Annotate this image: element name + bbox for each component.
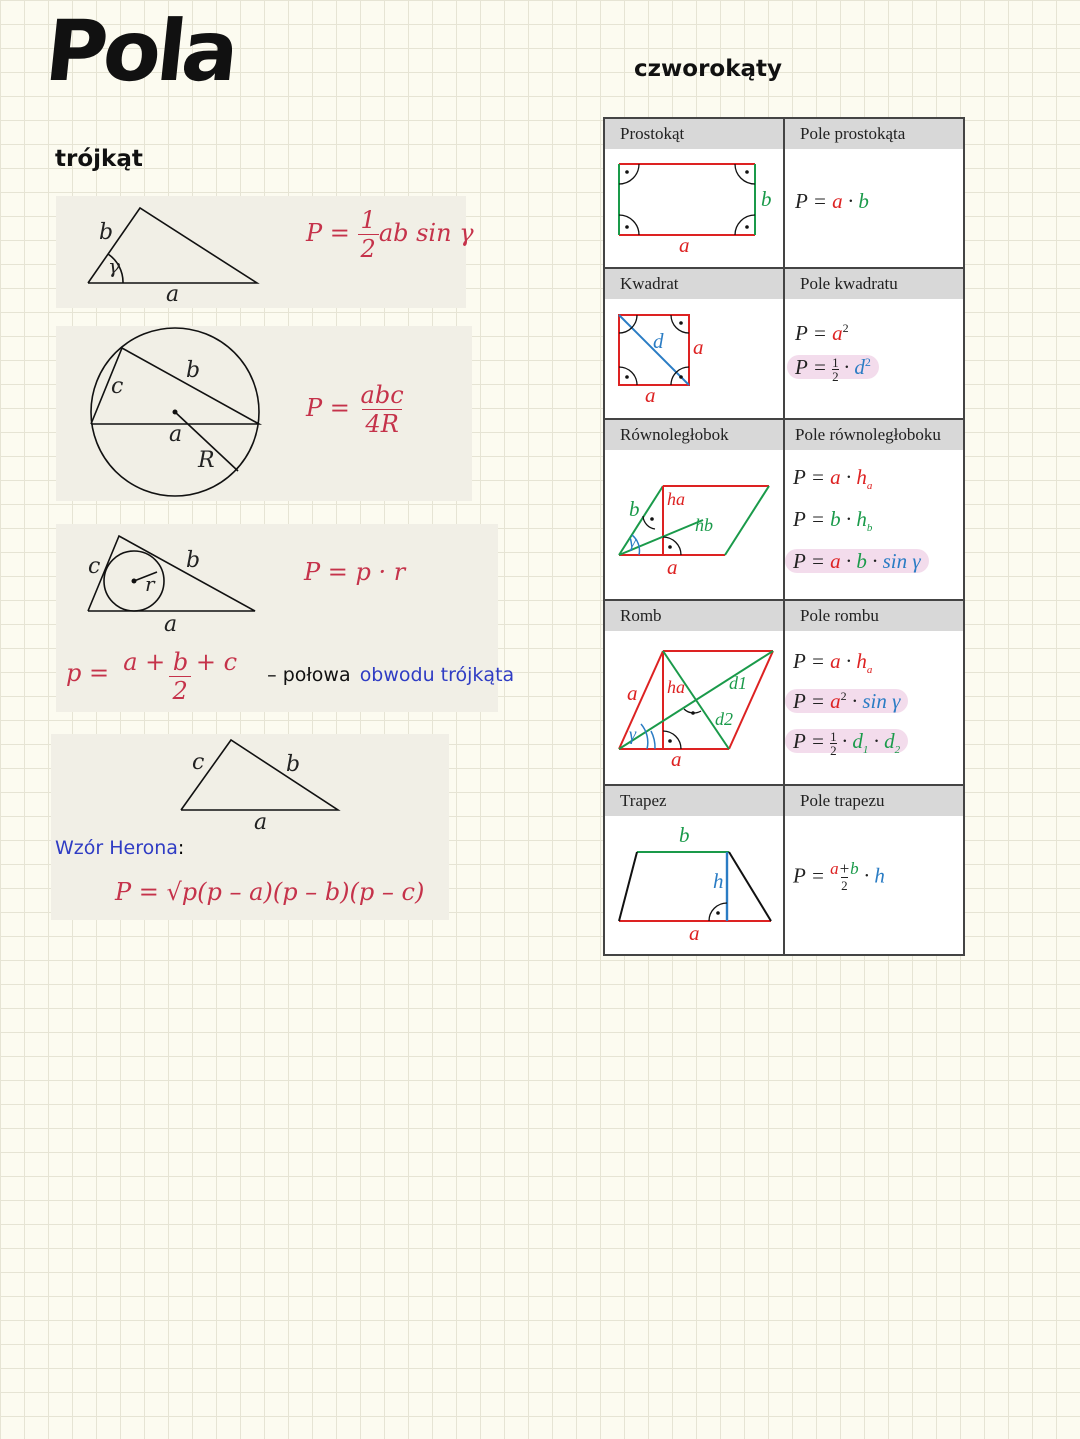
formula-trapezoid (793, 861, 885, 894)
rect-label-b: b (761, 187, 772, 211)
row-name-parallelogram: Równoległobok (605, 420, 783, 450)
triangle-heading: trójkąt (55, 146, 143, 172)
fh: h (874, 863, 885, 888)
triangle-card-inradius (56, 524, 515, 712)
fnum: 1 (830, 728, 837, 744)
fp: P = (793, 465, 825, 489)
par-label-ha: ha (667, 489, 685, 509)
fsin: sin γ (862, 689, 901, 713)
fa: a (832, 321, 843, 345)
trap-label-b: b (679, 823, 690, 847)
fdot: · (845, 649, 852, 673)
fdot: · (851, 689, 858, 713)
fsub2: 2 (894, 744, 901, 757)
formula-p: P = (306, 394, 350, 422)
row-field-trapezoid: Pole trapezu (785, 786, 963, 816)
formula-rectangle (795, 189, 869, 214)
fp: P = (793, 689, 825, 713)
label-c: c (111, 374, 124, 399)
circumscribed-circle-diagram (56, 326, 296, 501)
fsub: a (866, 664, 873, 677)
par-label-gamma: γ (629, 531, 637, 551)
trap-label-a: a (689, 921, 700, 945)
fden: 2 (832, 368, 839, 384)
row-field-parallelogram: Pole równoległoboku (785, 420, 963, 450)
rh-label-gamma: γ (629, 724, 637, 744)
quadrilateral-table (603, 117, 965, 956)
fh: h (856, 507, 867, 531)
heron-heading (55, 837, 184, 859)
formula-rhombus-3 (793, 729, 908, 757)
perimeter-link: obwodu trójkąta (359, 664, 515, 686)
fa: a (830, 649, 841, 673)
fplus: + (838, 859, 851, 878)
fsup: 2 (842, 321, 849, 335)
fnum-b: b (850, 859, 859, 878)
heron-colon: : (177, 837, 185, 859)
half-num: a + b + c (123, 648, 238, 676)
label-r: r (145, 572, 155, 596)
frac-den: 4R (362, 409, 401, 438)
formula-parallelogram-1 (793, 465, 872, 492)
formula-square-2 (795, 355, 879, 383)
fsin: sin γ (882, 549, 921, 573)
sq-label-d: d (653, 329, 664, 353)
fsub1: 1 (862, 744, 869, 757)
rect-label-a: a (679, 233, 690, 257)
formula-rhombus-1 (793, 649, 872, 676)
half-dash-text: – połowa (267, 664, 351, 686)
fsup: 2 (864, 355, 871, 369)
label-b: b (286, 752, 301, 777)
fp: P = (793, 863, 825, 888)
rh-label-ha: ha (667, 677, 685, 697)
label-a: a (166, 282, 180, 307)
fdot: · (845, 465, 852, 489)
frac-num: abc (360, 381, 404, 409)
fb: b (858, 189, 869, 213)
fp: P = (793, 507, 825, 531)
triangle-card-heron (51, 734, 449, 920)
half-p: p = (66, 659, 110, 687)
formula-sine-area (306, 206, 474, 263)
fnum: 1 (832, 354, 839, 370)
fdot: · (873, 729, 879, 753)
fdot: · (843, 355, 850, 379)
fh: h (856, 649, 867, 673)
par-label-b: b (629, 497, 640, 521)
trap-label-h: h (713, 869, 724, 893)
sq-label-a-side: a (693, 335, 704, 359)
formula-circumradius-area (306, 381, 407, 438)
fp: P = (795, 355, 827, 379)
table-divider (783, 119, 785, 954)
heron-formula: P = √p(p – a)(p – b)(p – c) (115, 878, 425, 906)
label-gamma: γ (108, 254, 120, 278)
row-name-rhombus: Romb (605, 601, 783, 631)
half-perimeter-definition (66, 648, 514, 705)
par-label-hb: hb (695, 515, 713, 535)
label-b: b (186, 358, 201, 383)
rh-label-a-side: a (627, 681, 638, 705)
rh-label-a: a (671, 747, 682, 771)
heron-triangle-diagram (51, 734, 351, 824)
fh: h (856, 465, 867, 489)
formula-parallelogram-3 (793, 549, 929, 574)
fd: d (854, 355, 865, 379)
formula-square-1 (795, 321, 849, 346)
fp: P = (793, 649, 825, 673)
fa: a (830, 549, 841, 573)
fb: b (830, 507, 841, 531)
fdot: · (872, 549, 878, 573)
label-a: a (254, 810, 268, 835)
row-field-square: Pole kwadratu (785, 269, 963, 299)
frac-num: 1 (360, 206, 376, 234)
formula-rest: ab sin γ (378, 219, 474, 247)
fa: a (830, 465, 841, 489)
quadrilateral-heading: czworokąty (634, 56, 783, 82)
frac-den: 2 (358, 234, 379, 263)
fsup: 2 (840, 689, 847, 703)
row-field-rectangle: Pole prostokąta (785, 119, 963, 149)
fp: P = (795, 321, 827, 345)
rectangle-diagram (619, 164, 755, 235)
formula-inradius-area: P = p · r (304, 558, 406, 586)
triangle-card-sine (56, 196, 474, 308)
parallelogram-diagram (619, 486, 769, 555)
row-name-square: Kwadrat (605, 269, 783, 299)
half-den: 2 (169, 676, 190, 705)
label-c: c (88, 554, 101, 579)
fd1: d (852, 729, 863, 753)
triangle-card-circumradius (56, 326, 472, 501)
formula-rhombus-2 (793, 689, 908, 714)
fp: P = (793, 729, 825, 753)
label-b: b (186, 548, 201, 573)
label-a: a (164, 612, 178, 637)
fden: 2 (841, 878, 848, 893)
fsub: a (866, 480, 873, 493)
formula-p: P = (306, 219, 350, 247)
rh-label-d1: d1 (729, 673, 747, 693)
row-name-trapezoid: Trapez (605, 786, 783, 816)
fsub: b (866, 522, 873, 535)
fa: a (830, 689, 841, 713)
fdot: · (863, 863, 870, 888)
row-field-rhombus: Pole rombu (785, 601, 963, 631)
fb: b (856, 549, 867, 573)
fdot: · (847, 189, 854, 213)
trapezoid-diagram (619, 852, 771, 921)
label-R: R (198, 448, 215, 473)
fdot: · (841, 729, 848, 753)
row-name-rectangle: Prostokąt (605, 119, 783, 149)
label-b: b (99, 220, 114, 245)
fp: P = (793, 549, 825, 573)
page-title: Pola (40, 2, 240, 100)
fd2: d (884, 729, 895, 753)
fdot: · (845, 549, 852, 573)
fp: P = (795, 189, 827, 213)
rh-label-d2: d2 (715, 709, 733, 729)
formula-parallelogram-2 (793, 507, 872, 534)
fa: a (832, 189, 843, 213)
label-a: a (169, 422, 183, 447)
rhombus-diagram (619, 651, 773, 749)
fnum-a: a (830, 859, 839, 878)
fdot: · (845, 507, 852, 531)
par-label-a: a (667, 555, 678, 579)
fden: 2 (830, 742, 837, 758)
sq-label-a: a (645, 383, 656, 407)
label-c: c (192, 750, 205, 775)
heron-label: Wzór Herona (55, 837, 178, 859)
